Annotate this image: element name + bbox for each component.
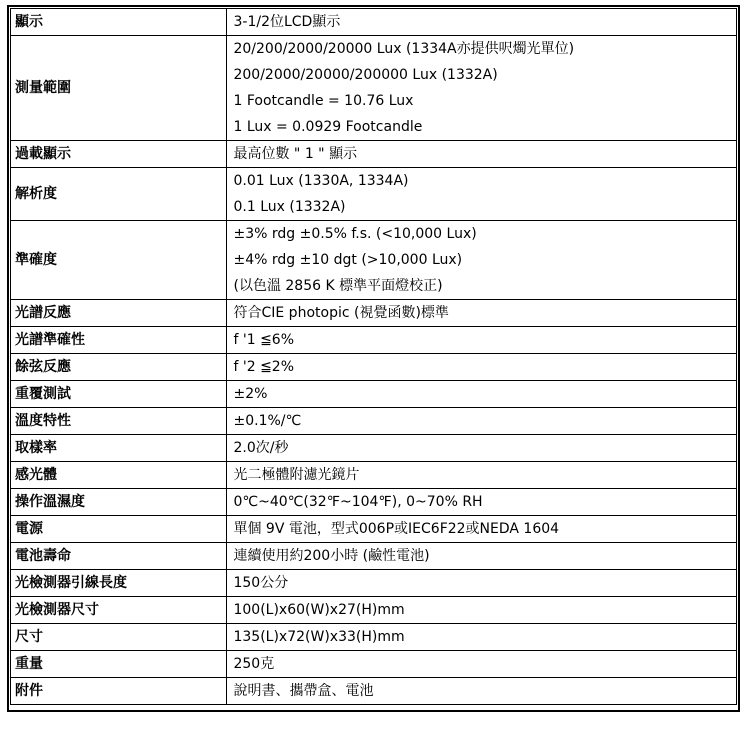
spec-value-line: 135(L)x72(W)x33(H)mm bbox=[233, 629, 405, 645]
spec-value bbox=[227, 327, 737, 354]
spec-value-line: 0.1 Lux (1332A) bbox=[233, 199, 346, 215]
spec-row bbox=[11, 462, 737, 489]
spec-label: 測量範圍 bbox=[11, 36, 227, 141]
spec-value-line: 0.01 Lux (1330A, 1334A) bbox=[233, 173, 409, 189]
spec-value bbox=[227, 624, 737, 651]
spec-label: 附件 bbox=[11, 678, 227, 705]
spec-label: 電源 bbox=[11, 516, 227, 543]
spec-label: 顯示 bbox=[11, 9, 227, 36]
spec-value bbox=[227, 381, 737, 408]
spec-row bbox=[11, 381, 737, 408]
spec-value bbox=[227, 141, 737, 168]
spec-value bbox=[227, 678, 737, 705]
spec-value bbox=[227, 597, 737, 624]
spec-value bbox=[227, 300, 737, 327]
spec-label: 餘弦反應 bbox=[11, 354, 227, 381]
spec-label: 重量 bbox=[11, 651, 227, 678]
spec-value bbox=[227, 221, 737, 300]
spec-value-line: 說明書、攜帶盒、電池 bbox=[233, 683, 374, 699]
spec-label: 準確度 bbox=[11, 221, 227, 300]
spec-row bbox=[11, 300, 737, 327]
spec-label: 感光體 bbox=[11, 462, 227, 489]
spec-value bbox=[227, 543, 737, 570]
spec-value-line: 20/200/2000/20000 Lux (1334A亦提供呎燭光單位) bbox=[233, 41, 575, 57]
spec-row bbox=[11, 354, 737, 381]
spec-value-line: 2.0次/秒 bbox=[233, 440, 289, 456]
spec-value-line: 250克 bbox=[233, 656, 275, 672]
spec-value bbox=[227, 408, 737, 435]
spec-label: 光譜準確性 bbox=[11, 327, 227, 354]
spec-value bbox=[227, 354, 737, 381]
spec-value-line: ±0.1%/℃ bbox=[233, 413, 302, 429]
spec-value-line: ±4% rdg ±10 dgt (>10,000 Lux) bbox=[233, 252, 463, 268]
spec-label: 光檢測器尺寸 bbox=[11, 597, 227, 624]
spec-row bbox=[11, 597, 737, 624]
spec-value bbox=[227, 435, 737, 462]
spec-label: 取樣率 bbox=[11, 435, 227, 462]
spec-value-line: 單個 9V 電池，型式006P或IEC6F22或NEDA 1604 bbox=[233, 521, 560, 537]
spec-row bbox=[11, 516, 737, 543]
spec-row bbox=[11, 651, 737, 678]
spec-row bbox=[11, 408, 737, 435]
spec-row bbox=[11, 221, 737, 300]
spec-value-line: 150公分 bbox=[233, 575, 289, 591]
spec-value-line: 連續使用約200小時 (鹼性電池) bbox=[233, 548, 430, 564]
spec-value bbox=[227, 462, 737, 489]
spec-value-line: 1 Footcandle = 10.76 Lux bbox=[233, 93, 414, 109]
spec-row bbox=[11, 435, 737, 462]
spec-table bbox=[10, 8, 737, 705]
spec-row bbox=[11, 489, 737, 516]
spec-label: 光譜反應 bbox=[11, 300, 227, 327]
spec-table-body bbox=[11, 9, 737, 705]
spec-value-line: ±2% bbox=[233, 386, 268, 402]
spec-row bbox=[11, 141, 737, 168]
spec-label: 操作溫濕度 bbox=[11, 489, 227, 516]
spec-value bbox=[227, 168, 737, 221]
spec-label: 尺寸 bbox=[11, 624, 227, 651]
spec-row bbox=[11, 36, 737, 141]
spec-row bbox=[11, 624, 737, 651]
spec-row bbox=[11, 570, 737, 597]
spec-label: 溫度特性 bbox=[11, 408, 227, 435]
spec-value bbox=[227, 651, 737, 678]
spec-value-line: 符合CIE photopic (視覺函數)標準 bbox=[233, 305, 449, 321]
spec-value-line: f '2 ≦2% bbox=[233, 359, 295, 375]
spec-value bbox=[227, 489, 737, 516]
spec-row bbox=[11, 327, 737, 354]
spec-label: 重覆測試 bbox=[11, 381, 227, 408]
spec-value-line: 100(L)x60(W)x27(H)mm bbox=[233, 602, 405, 618]
spec-value-line: 1 Lux = 0.0929 Footcandle bbox=[233, 119, 423, 135]
spec-label: 過載顯示 bbox=[11, 141, 227, 168]
spec-label: 解析度 bbox=[11, 168, 227, 221]
spec-row bbox=[11, 9, 737, 36]
spec-value-line: f '1 ≦6% bbox=[233, 332, 295, 348]
spec-value-line: 0℃~40℃(32℉~104℉), 0~70% RH bbox=[233, 494, 483, 510]
spec-value-line: ±3% rdg ±0.5% f.s. (<10,000 Lux) bbox=[233, 226, 477, 242]
spec-value-line: 200/2000/20000/200000 Lux (1332A) bbox=[233, 67, 498, 83]
spec-label: 光檢測器引線長度 bbox=[11, 570, 227, 597]
spec-value-line: (以色溫 2856 K 標準平面燈校正) bbox=[233, 278, 443, 294]
spec-value-line: 光二極體附濾光鏡片 bbox=[233, 467, 360, 483]
spec-value bbox=[227, 36, 737, 141]
spec-value bbox=[227, 516, 737, 543]
spec-value bbox=[227, 570, 737, 597]
spec-value-line: 最高位數 " 1 " 顯示 bbox=[233, 146, 358, 162]
spec-row bbox=[11, 543, 737, 570]
spec-row bbox=[11, 168, 737, 221]
spec-value bbox=[227, 9, 737, 36]
spec-row bbox=[11, 678, 737, 705]
spec-value-line: 3-1/2位LCD顯示 bbox=[233, 14, 341, 30]
spec-label: 電池壽命 bbox=[11, 543, 227, 570]
